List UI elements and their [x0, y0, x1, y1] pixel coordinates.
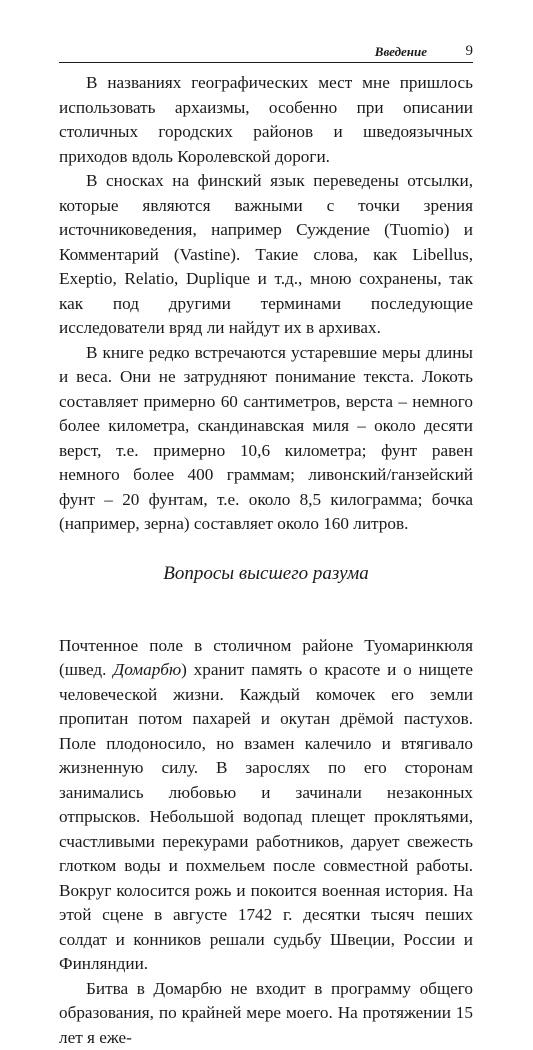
page-body — [59, 71, 473, 1050]
running-header — [59, 42, 473, 63]
intro-paragraph-geography: В названиях географических мест мне пришлось использовать архаизмы, особенно при описании столичных городских районов и шведоязычных приходов вдоль Королевской дороги. — [59, 71, 473, 169]
section-heading: Вопросы высшего разума — [59, 562, 473, 586]
intro-paragraph-footnotes: В сносках на финский язык переведены отсылки, которые являются важными с точки зрения источниковедения, например Суждение (Tuomio) и Комментарий (Vastine). Такие слова, как Libellus, Exeptio, Relatio, Duplique и т.д., мною сохранены, так как под другими терминами последующие исследователи вряд ли найдут их в архивах. — [59, 169, 473, 341]
field-text-rest: ) хранит память о красоте и о нищете человеческой жизни. Каждый комочек его земли пропитан потом пахарей и окутан дрёмой пастухов. Поле плодоносило, но взамен калечило и втягивало жизненную силу. В зарослях по его сторонам занимались любовью и зачинали незаконных отпрысков. Небольшой водопад плещет проклятьями, счастливыми перекурами работников, дарует свежесть глотком воды и похмельем после совместной работы. Вокруг колосится рожь и покоится военная история. На этой сцене в августе 1742 г. десятки тысяч пеших солдат и конников решали судьбу Швеции, России и Финляндии. — [59, 660, 473, 973]
page-number: 9 — [466, 43, 474, 60]
intro-paragraph-measures: В книге редко встречаются устаревшие меры длины и веса. Они не затрудняют понимание текста. Локоть составляет примерно 60 сантиметров, верста – немного более километра, скандинавская миля – около десяти верст, т.е. примерно 10,6 километра; фунт равен немного более 400 граммам; ливонский/ганзейский фунт – 20 фунтам, т.е. около 8,5 килограмма; бочка (например, зерна) составляет около 160 литров. — [59, 341, 473, 537]
field-text-start: Почтенное поле в столичном районе Туомаринкюля (швед. — [59, 636, 473, 680]
field-swedish-name: Домарбю — [113, 660, 181, 679]
running-title: Введение — [375, 44, 427, 60]
section-paragraph-battle: Битва в Домарбю не входит в программу общего образования, по крайней мере моего. На протяжении 15 лет я еже- — [59, 977, 473, 1050]
section-paragraph-field — [59, 634, 473, 977]
